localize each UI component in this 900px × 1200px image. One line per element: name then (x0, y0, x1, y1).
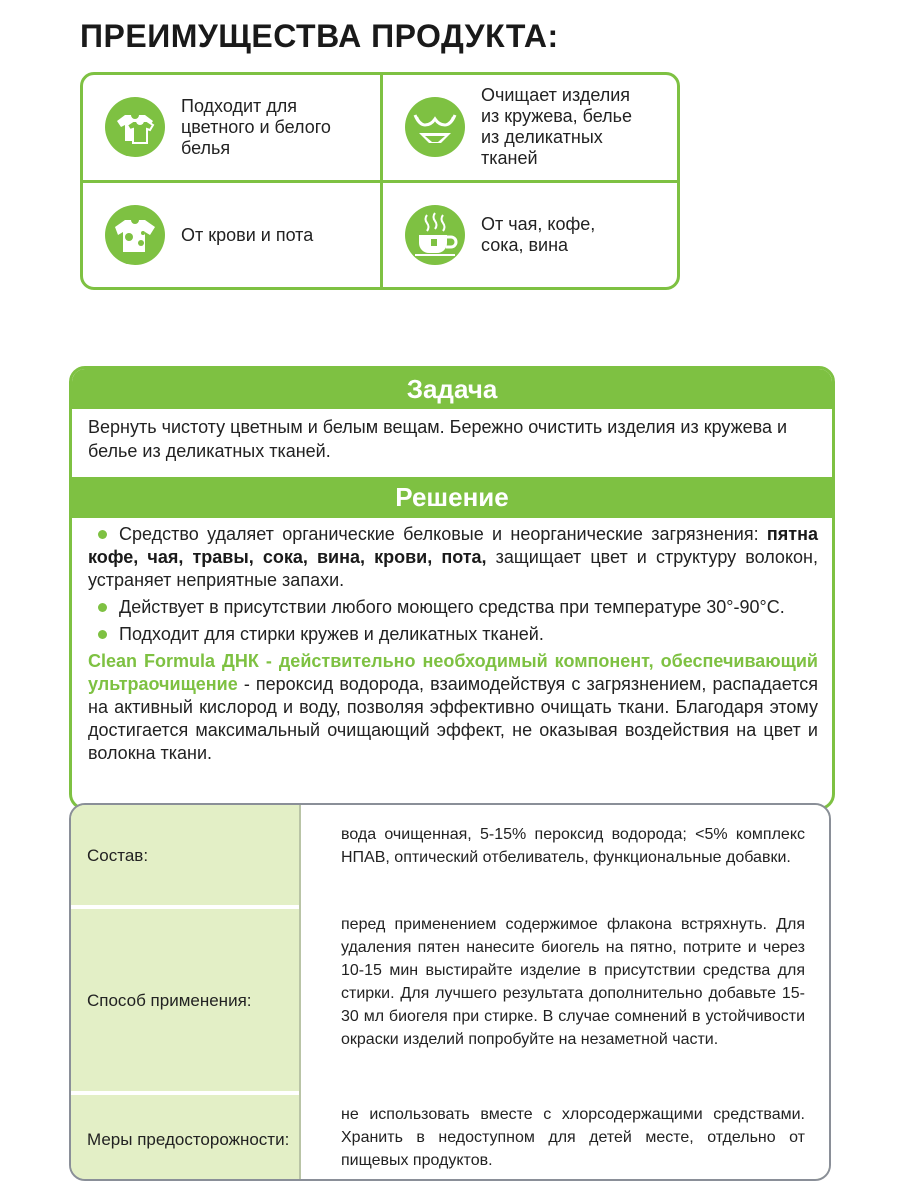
benefit-line: Очищает изделия (481, 85, 631, 105)
usage-label: Способ применения: (71, 909, 301, 1091)
table-row (71, 909, 829, 1091)
table-row (71, 805, 829, 905)
solution-text: защищает цвет и структуру волокон, устраняет неприятные запахи. (88, 547, 818, 590)
tshirt-icon (103, 95, 167, 159)
precautions-label: Меры предосторожности: (71, 1095, 301, 1181)
stains-list: пятна кофе, чая, травы, сока, вина, крови, пота, (88, 524, 818, 567)
benefit-color-white (83, 75, 379, 179)
list-item (88, 623, 818, 646)
solution-text: Действует в присутствии любого моющего средства при температуре 30°-90°С. (119, 597, 785, 617)
lingerie-icon (403, 95, 467, 159)
benefit-lace (383, 75, 679, 179)
solution-text: Подходит для стирки кружев и деликатных тканей. (119, 624, 544, 644)
page-title: ПРЕИМУЩЕСТВА ПРОДУКТА: (80, 18, 559, 54)
benefit-line: тканей (481, 148, 538, 168)
list-item (88, 596, 818, 619)
solution-body (88, 519, 818, 765)
benefit-line: сока, вина (481, 235, 569, 255)
task-text: Вернуть чистоту цветным и белым вещам. Бережно очистить изделия из кружева и белье из деликатных тканей. (88, 417, 788, 461)
composition-value: вода очищенная, 5-15% пероксид водорода; <5% комплекс НПАВ, оптический отбеливатель, функциональные добавки. (301, 805, 829, 905)
benefit-line: От чая, кофе, (481, 214, 596, 234)
benefit-blood-sweat (83, 183, 379, 287)
bullet-icon (98, 530, 107, 539)
task-heading: Задача (72, 369, 832, 409)
task-solution-panel (69, 366, 835, 810)
usage-value: перед применением содержимое флакона встряхнуть. Для удаления пятен нанесите биогель на пятно, потрите и через 10-15 мин выстирайте изделие в присутствии средства для стирки. Для лучшего результата дополнительно добавьте 15-30 мл биогеля при стирке. В случае сомнений в устойчивости окраски изделий попробуйте на незаметной части. (301, 909, 829, 1091)
solution-text: Средство удаляет органические белковые и неорганические загрязнения: (119, 524, 767, 544)
product-info-table (69, 803, 831, 1181)
formula-text: - пероксид водорода, взаимодействуя с загрязнением, распадается на активный кислород и воду, позволяя эффективно очищать ткани. Благодаря этому достигается максимальный очищающий эффект, не оказывая воздействия на цвет и волокна ткани. (88, 674, 818, 763)
precautions-value: не использовать вместе с хлорсодержащими средствами. Хранить в недоступном для детей месте, отдельно от пищевых продуктов. (301, 1095, 829, 1181)
benefits-grid (80, 72, 680, 290)
benefit-line: Подходит для (181, 95, 298, 116)
solution-heading: Решение (72, 477, 832, 518)
benefit-line: из кружева, белье (481, 106, 633, 126)
benefit-line: цветного и белого (181, 116, 331, 137)
benefit-tea-coffee (383, 183, 679, 287)
list-item (88, 523, 818, 592)
benefit-line: От крови и пота (181, 224, 314, 245)
composition-label: Состав: (71, 805, 301, 905)
hot-cup-icon (403, 203, 467, 267)
table-row (71, 1095, 829, 1181)
benefit-line: из деликатных (481, 127, 603, 147)
bullet-icon (98, 630, 107, 639)
formula-highlight: Clean Formula ДНК - действительно необходимый компонент, обеспечивающий ультраочищение (88, 651, 818, 694)
formula-paragraph (88, 650, 818, 765)
stained-shirt-icon (103, 203, 167, 267)
column-divider (299, 805, 301, 1179)
benefit-line: белья (181, 137, 231, 158)
bullet-icon (98, 603, 107, 612)
